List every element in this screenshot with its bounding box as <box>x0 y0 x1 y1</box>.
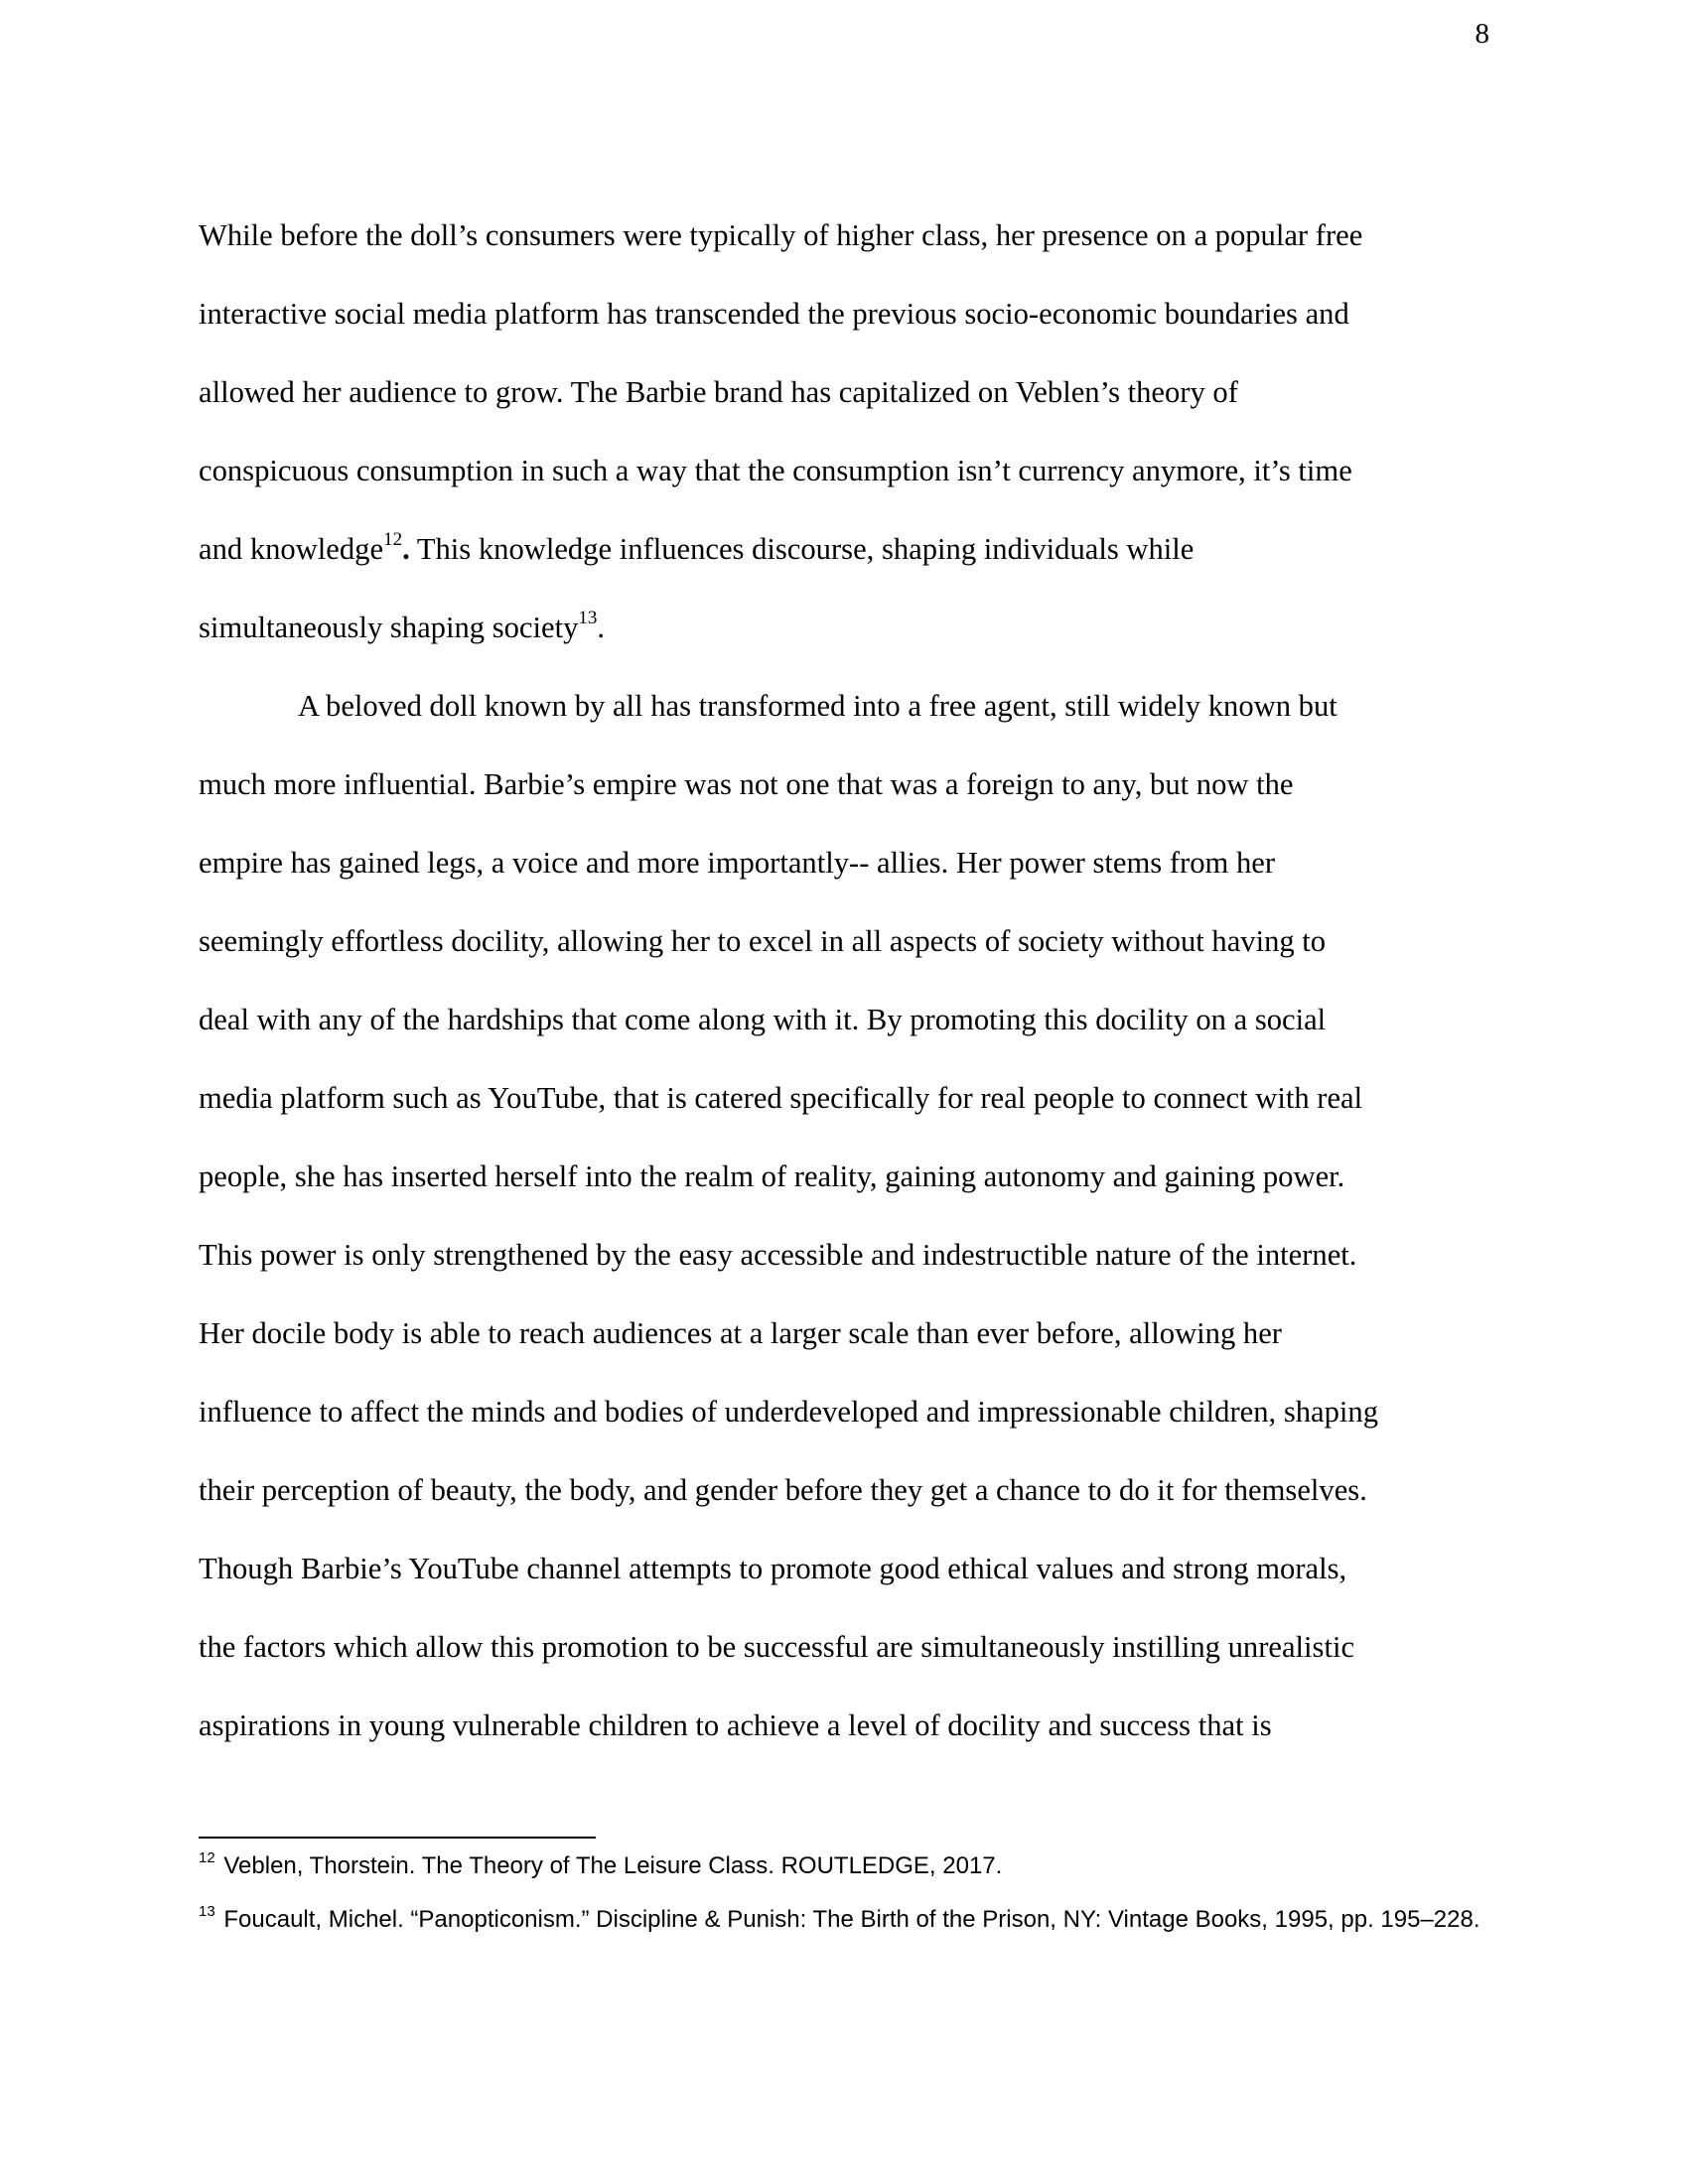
line-text: This knowledge influences discourse, shaping individuals while <box>409 532 1195 566</box>
paragraph-1-line: While before the doll’s consumers were typically of higher class, her presence on a popular free <box>199 218 1363 252</box>
paragraph-2-line: seemingly effortless docility, allowing her to excel in all aspects of society without having to <box>199 924 1327 958</box>
footnote-text: Veblen, Thorstein. The Theory of The Leisure Class. ROUTLEDGE, 2017. <box>223 1852 1003 1879</box>
paragraph-2-line: Her docile body is able to reach audiences at a larger scale than ever before, allowing her <box>199 1316 1282 1350</box>
footnote-reference-12[interactable]: 12 <box>383 528 403 550</box>
footnote-number: 13 <box>199 1903 215 1920</box>
paragraph-2-line: deal with any of the hardships that come along with it. By promoting this docility on a social <box>199 1003 1327 1036</box>
footnote-12 <box>199 1850 1489 1882</box>
paragraph-2-line: their perception of beauty, the body, and gender before they get a chance to do it for themselves. <box>199 1473 1367 1507</box>
paragraph-1-line <box>199 510 1489 589</box>
paragraph-2-line: people, she has inserted herself into the realm of reality, gaining autonomy and gaining power. <box>199 1160 1345 1193</box>
paragraph-1-line: allowed her audience to grow. The Barbie brand has capitalized on Veblen’s theory of <box>199 375 1238 409</box>
paragraph-2-line: empire has gained legs, a voice and more importantly-- allies. Her power stems from her <box>199 846 1276 880</box>
line-text: and knowledge <box>199 532 384 566</box>
paragraph-2-line: much more influential. Barbie’s empire was not one that was a foreign to any, but now the <box>199 767 1294 801</box>
footnote-separator <box>199 1837 596 1839</box>
paragraph-2-line: Though Barbie’s YouTube channel attempts to promote good ethical values and strong morals, <box>199 1552 1347 1585</box>
body-text <box>199 197 1489 1765</box>
footnotes <box>199 1850 1489 1936</box>
footnote-text: Foucault, Michel. “Panopticonism.” Discipline & Punish: The Birth of the Prison, NY: Vintage Books, 1995, pp. 195–228. <box>223 1906 1480 1933</box>
line-text: . <box>597 611 606 644</box>
footnote-13 <box>199 1904 1489 1936</box>
paragraph-2-line: media platform such as YouTube, that is catered specifically for real people to connect with real <box>199 1081 1363 1115</box>
paragraph-2-line: the factors which allow this promotion to be successful are simultaneously instilling unrealistic <box>199 1630 1355 1664</box>
footnote-number: 12 <box>199 1849 215 1866</box>
line-text: . <box>402 532 410 566</box>
paragraph-2-line: This power is only strengthened by the easy accessible and indestructible nature of the internet. <box>199 1238 1357 1272</box>
footnote-reference-13[interactable]: 13 <box>578 607 598 628</box>
paragraph-2-line: aspirations in young vulnerable children to achieve a level of docility and success that is <box>199 1708 1272 1742</box>
paragraph-1-line <box>199 589 1489 667</box>
paragraph-2-line: A beloved doll known by all has transformed into a free agent, still widely known but <box>298 689 1337 723</box>
paragraph-2-line: influence to affect the minds and bodies of underdeveloped and impressionable children, shaping <box>199 1395 1378 1429</box>
line-text: simultaneously shaping society <box>199 611 579 644</box>
paragraph-1-line: interactive social media platform has transcended the previous socio-economic boundaries and <box>199 297 1349 331</box>
page-number: 8 <box>1475 18 1489 50</box>
paragraph-1-line: conspicuous consumption in such a way that the consumption isn’t currency anymore, it’s time <box>199 454 1352 487</box>
